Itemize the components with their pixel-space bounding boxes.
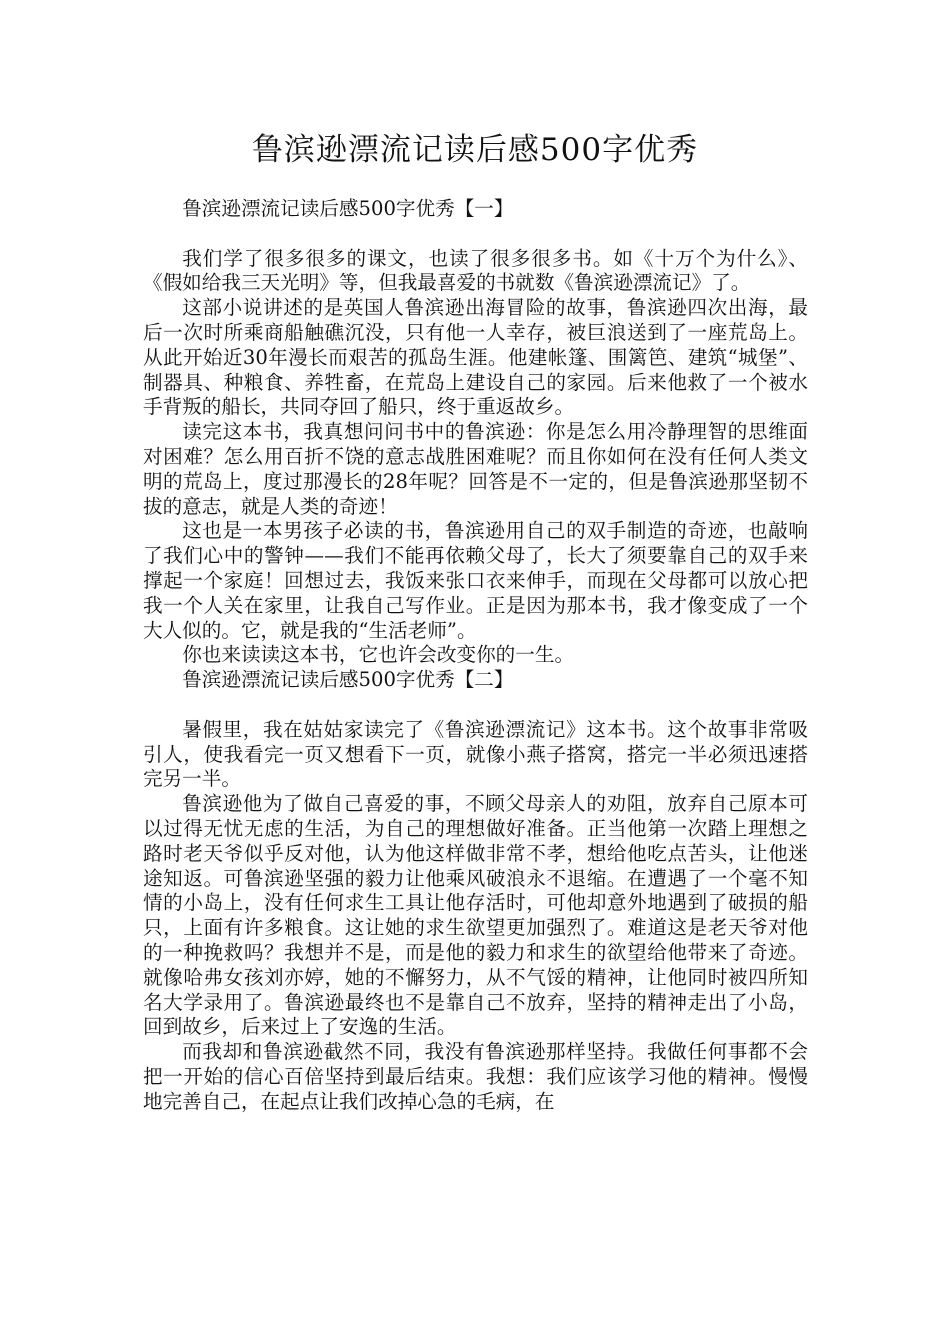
- document-body: [143, 197, 808, 1114]
- section-1-paragraph-4: 这也是一本男孩子必读的书，鲁滨逊用自己的双手制造的奇迹，也敲响了我们心中的警钟——我们不能再依赖父母了，长大了须要靠自己的双手来撑起一个家庭！回想过去，我饭来张口衣来伸手，而现在父母都可以放心把我一个人关在家里，让我自己写作业。正是因为那本书，我才像变成了一个大人似的。它，就是我的“生活老师”。: [143, 519, 808, 642]
- section-2-paragraph-3: 而我却和鲁滨逊截然不同，我没有鲁滨逊那样坚持。我做任何事都不会把一开始的信心百倍坚持到最后结束。我想：我们应该学习他的精神。慢慢地完善自己，在起点让我们改掉心急的毛病，在: [143, 1040, 808, 1113]
- section-1-paragraph-1: 我们学了很多很多的课文，也读了很多很多书。如《十万个为什么》、《假如给我三天光明》等，但我最喜爱的书就数《鲁滨逊漂流记》了。: [143, 246, 808, 295]
- section-1-paragraph-2: 这部小说讲述的是英国人鲁滨逊出海冒险的故事，鲁滨逊四次出海，最后一次时所乘商船触礁沉没，只有他一人幸存，被巨浪送到了一座荒岛上。从此开始近30年漫长而艰苦的孤岛生涯。他建帐篷、围篱笆、建筑“城堡”、制器具、种粮食、养牲畜，在荒岛上建设自己的家园。后来他救了一个被水手背叛的船长，共同夺回了船只，终于重返故乡。: [143, 296, 808, 419]
- section-2-paragraph-1: 暑假里，我在姑姑家读完了《鲁滨逊漂流记》这本书。这个故事非常吸引人，使我看完一页又想看下一页，就像小燕子搭窝，搭完一半必须迅速搭完另一半。: [143, 717, 808, 791]
- section-1-paragraph-3: 读完这本书，我真想问问书中的鲁滨逊：你是怎么用冷静理智的思维面对困难？怎么用百折不饶的意志战胜困难呢？而且你如何在没有任何人类文明的荒岛上，度过那漫长的28年呢？回答是不一定的，但是鲁滨逊那坚韧不拔的意志，就是人类的奇迹！: [143, 420, 808, 518]
- page-title: 鲁滨逊漂流记读后感500字优秀: [251, 132, 699, 168]
- section-2-paragraph-2: 鲁滨逊他为了做自己喜爱的事，不顾父母亲人的劝阻，放弃自己原本可以过得无忧无虑的生活，为自己的理想做好准备。正当他第一次踏上理想之路时老天爷似乎反对他，认为他这样做非常不孝，想给他吃点苦头，让他迷途知返。可鲁滨逊坚强的毅力让他乘风破浪永不退缩。在遭遇了一个毫不知情的小岛上，没有任何求生工具让他存活时，可他却意外地遇到了破损的船只，上面有许多粮食。这让她的求生欲望更加强烈了。难道这是老天爷对他的一种挽救吗？我想并不是，而是他的毅力和求生的欲望给他带来了奇迹。就像哈弗女孩刘亦婷，她的不懈努力，从不气馁的精神，让他同时被四所知名大学录用了。鲁滨逊最终也不是靠自己不放弃，坚持的精神走出了小岛，回到故乡，后来过上了安逸的生活。: [143, 792, 808, 1039]
- section-heading-1: 鲁滨逊漂流记读后感500字优秀【一】: [182, 197, 514, 220]
- section-heading-2: 鲁滨逊漂流记读后感500字优秀【二】: [182, 668, 514, 692]
- section-1-paragraph-5: 你也来读读这本书，它也许会改变你的一生。: [182, 643, 575, 667]
